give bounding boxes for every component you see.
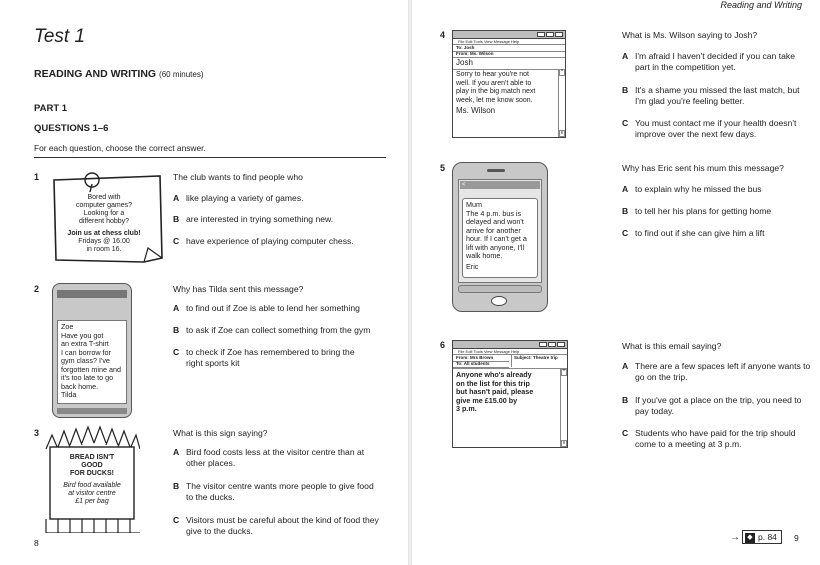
question-text: Why has Tilda sent this message? [173,284,304,294]
question-text: Why has Eric sent his mum this message? [622,163,784,173]
right-page: Reading and Writing 4 File Edit Tools View Message Help To: Josh From: Ms. Wilson Josh Sorry to hear you're not well. If you aren't able to play in the big match next week, let me know soon. Ms. Wilson ^ v What is Ms. Wilson saying to Josh? A I'm afraid I haven't decided if you can take part in the competition yet. B It's a shame you missed the last match, but I'm glad you're feeling better. C You must contact me if your health doesn't improve over the next few days. 5 < Mum The 4 p.m. bus is delayed and won't arrive for another hour. If I can't get a lift with anyone, I'll walk home. Eric Why has Eric sent his mum this message? A to explain why he missed the bus B to tell her his plans for getting home C to find out if she can give him a lift 6 File Edit Tools View Message Help From: Mrs Brown To: All students Subject: Theatre trip Anyone who's already on the list for this trip but hasn't paid, please give me £15.00 by 3 p.m. ^ v What is this email saying? A There are a few spaces left if anyone wants to go on the trip. B If you've got a place on the trip, you need to pay today. C Students who have paid for the trip should come to a meeting at 3 p.m. → ◆ p. 84 9 [412,0,820,565]
email-from: From: Mrs Brown [453,355,509,362]
minimize-icon [537,32,545,37]
scrollbar [558,69,565,137]
question-number: 5 [440,163,446,173]
section-heading: READING AND WRITING (60 minutes) [34,68,204,80]
answer-key-icon: ◆ [745,533,755,543]
question-number: 4 [440,30,446,40]
phone-screen: Mum The 4 p.m. bus is delayed and won't arrive for another hour. If I can't get a lift with anyone, I'll walk home. Eric [462,198,538,278]
phone-status-bar [57,290,127,298]
scroll-down-icon: v [560,130,564,136]
instructions: For each question, choose the correct answer. [34,143,206,153]
close-icon [557,342,565,347]
email-menu: File Edit Tools View Message Help [453,349,567,355]
email-greeting: Josh [456,58,473,67]
email-to: To: Josh [453,45,565,52]
questions-heading: QUESTIONS 1–6 [34,123,109,134]
part-heading: PART 1 [34,103,68,114]
divider [34,157,386,158]
scroll-up-icon: ^ [560,69,564,75]
scroll-down-icon: v [562,440,566,446]
maximize-icon [548,342,556,347]
email-from: From: Ms. Wilson [453,51,565,58]
question-text: The club wants to find people who [173,172,303,182]
window-titlebar [453,31,565,39]
back-icon: < [460,181,540,189]
scrollbar [560,369,567,447]
close-icon [555,32,563,37]
question-number: 1 [34,172,40,182]
phone-image [452,162,548,312]
question-number: 2 [34,284,40,294]
scroll-up-icon: ^ [562,369,566,375]
page-number: 9 [794,533,799,543]
question-number: 3 [34,428,40,438]
running-header: Reading and Writing [720,0,802,10]
email-menu: File Edit Tools View Message Help [453,39,565,45]
phone-screen: Zoe Have you got an extra T-shirt I can borrow for gym class? I've forgotten mine and it's too late to go back home. Tilda [57,320,127,404]
minimize-icon [539,342,547,347]
page-number: 8 [34,538,39,548]
home-button-icon [491,296,507,306]
test-title: Test 1 [34,26,86,47]
sign-text: BREAD ISN'T GOOD FOR DUCKS! Bird food available at visitor centre £1 per bag [63,454,121,505]
divider [453,368,567,369]
question-text: What is this sign saying? [173,428,268,438]
maximize-icon [546,32,554,37]
question-number: 6 [440,340,446,350]
arrow-icon: → [730,532,740,543]
email-window [452,340,568,448]
email-to: To: All students [453,361,509,368]
divider [453,69,565,70]
email-body: Sorry to hear you're not well. If you aren't able to play in the big match next week, let me know soon. Ms. Wilson [456,71,536,115]
reply-bar [458,285,542,293]
phone-speaker [487,169,505,172]
notice-text: Bored with computer games? Looking for a different hobby? Join us at chess club! Fridays @ 16.00 in room 16. [67,194,141,253]
phone-image [52,283,132,418]
question-text: What is Ms. Wilson saying to Josh? [622,30,758,40]
phone-keys [57,408,127,414]
answer-key-link[interactable]: ◆ p. 84 [742,530,782,544]
email-window [452,30,566,138]
left-page: Test 1 READING AND WRITING (60 minutes) PART 1 QUESTIONS 1–6 For each question, choose the correct answer. 1 Bored with computer games? Looking for a different hobby? Join us at chess club! Fridays @ 16.00 in room 16. The club wants to find people who A like playing a variety of games. B are interested in trying something new. C have experience of playing computer chess. 2 Zoe Have you got an extra T-shirt I can borrow for gym class? I've forgotten mine and it's too late to go back home. Tilda Why has Tilda sent this message? A to find out if Zoe is able to lend her something B to ask if Zoe can collect something from the gym C to check if Zoe has remembered to bring the right sports kit 3 BREAD ISN'T GOOD FOR DUCKS! Bird food available at visitor centre £1 per bag What is this sign saying? A Bird food costs less at the visitor centre than at other places. B The visitor centre wants more people to give food to the ducks. C Visitors must be careful about the kind of food they give to the ducks. 8 [0,0,408,565]
email-body: Anyone who's already on the list for this trip but hasn't paid, please give me £15.00 by 3 p.m. [456,370,534,413]
question-text: What is this email saying? [622,341,722,351]
email-subject: Subject: Theatre trip [511,355,565,367]
window-titlebar [453,341,567,349]
